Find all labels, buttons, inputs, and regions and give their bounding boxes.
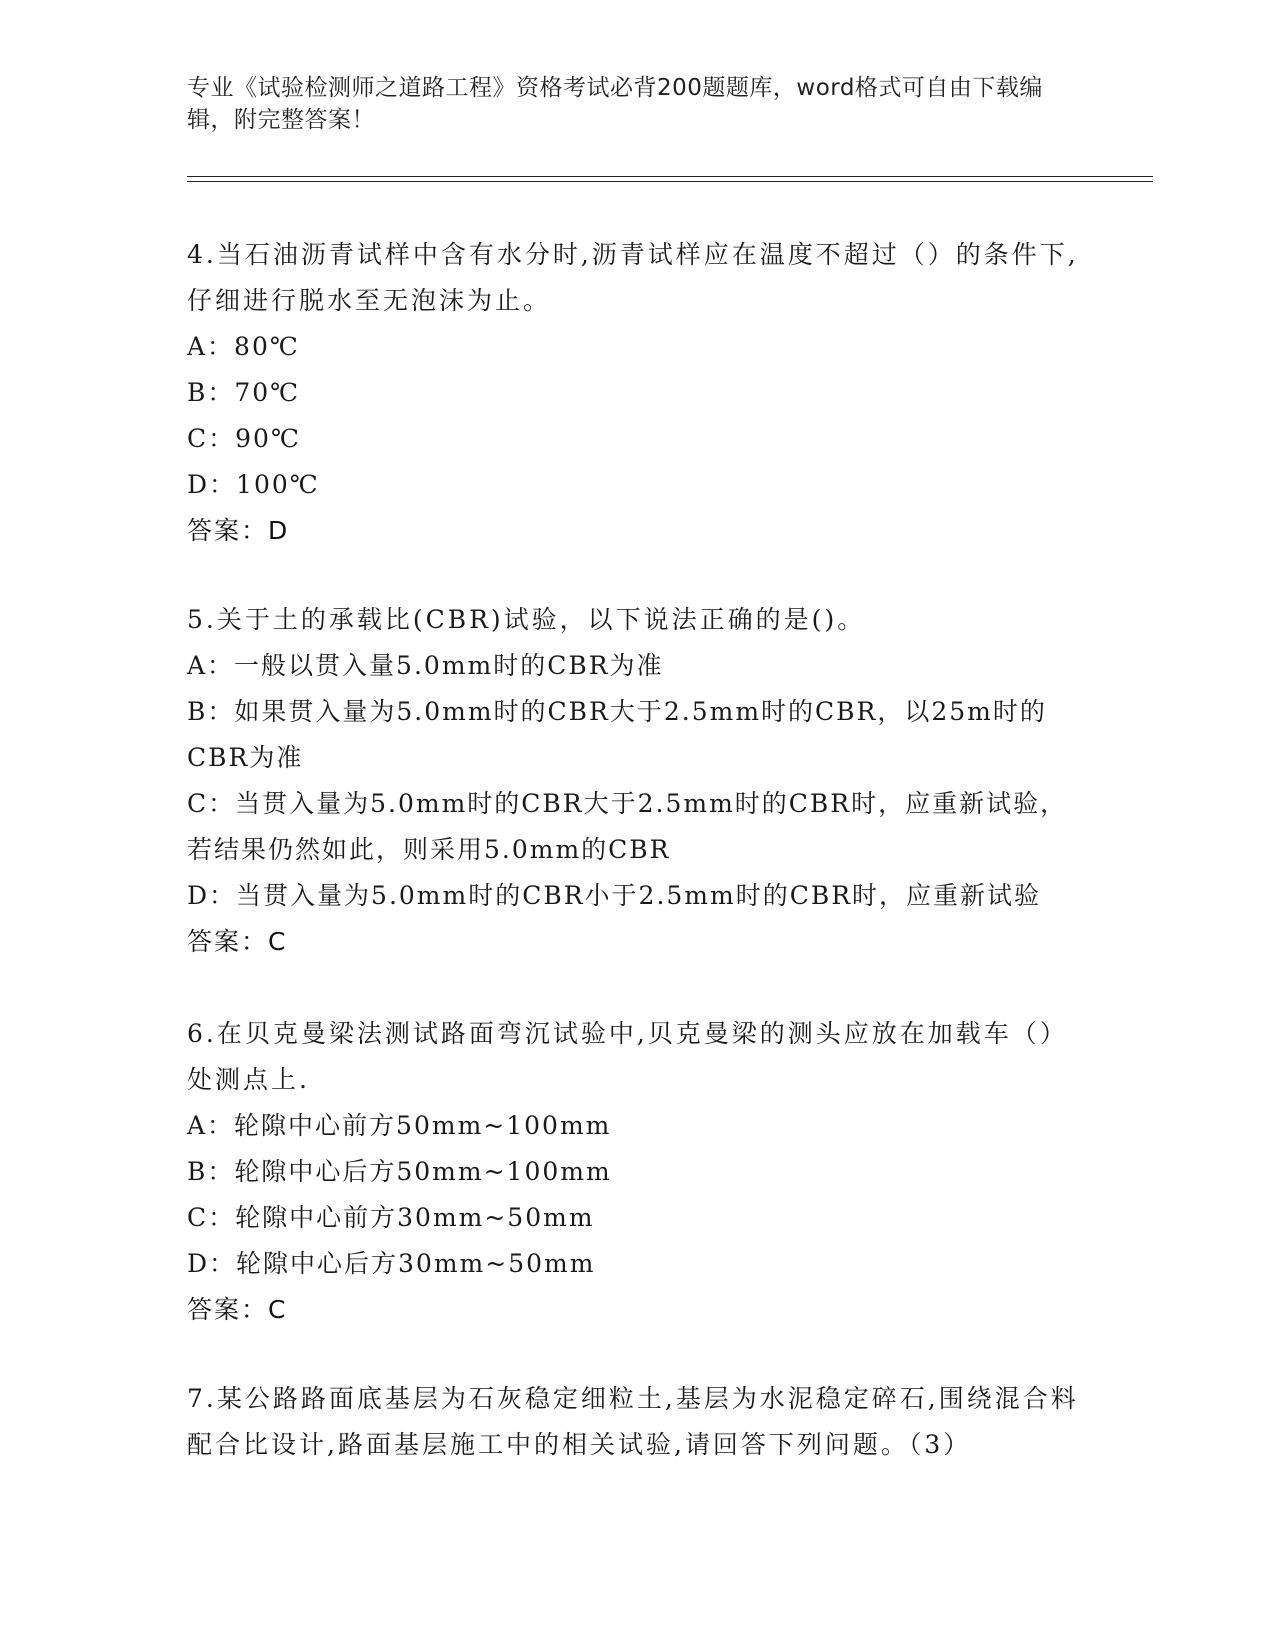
question-7 — [187, 1376, 1087, 1468]
option-d: D：当贯入量为5.0mm时的CBR小于2.5mm时的CBR时，应重新试验 — [187, 881, 1042, 910]
answer: 答案：C — [187, 927, 288, 956]
option-c: C：当贯入量为5.0mm时的CBR大于2.5mm时的CBR时，应重新试验，若结果仍然如此，则采用5.0mm的CBR — [187, 789, 1068, 864]
option-b: B：70℃ — [187, 378, 301, 407]
document-header: 专业《试验检测师之道路工程》资格考试必背200题题库，word格式可自由下载编辑，附完整答案！ — [187, 75, 1043, 133]
question-6 — [187, 1011, 1087, 1333]
question-stem: 5.关于土的承载比(CBR)试验，以下说法正确的是()。 — [187, 605, 866, 634]
question-stem: 4.当石油沥青试样中含有水分时,沥青试样应在温度不超过（）的条件下,仔细进行脱水至无泡沫为止。 — [187, 240, 1079, 315]
option-a: A：一般以贯入量5.0mm时的CBR为准 — [187, 651, 664, 680]
option-a: A：轮隙中心前方50mm~100mm — [187, 1111, 612, 1140]
option-b: B：如果贯入量为5.0mm时的CBR大于2.5mm时的CBR，以25m时的CBR为准 — [187, 697, 1047, 772]
option-b: B：轮隙中心后方50mm~100mm — [187, 1157, 612, 1186]
question-4 — [187, 232, 1087, 554]
answer: 答案：C — [187, 1295, 288, 1324]
option-d: D：100℃ — [187, 470, 320, 499]
header-divider-bottom — [187, 181, 1153, 182]
question-stem: 7.某公路路面底基层为石灰稳定细粒土,基层为水泥稳定碎石,围绕混合料配合比设计,路面基层施工中的相关试验,请回答下列问题。（3） — [187, 1384, 1079, 1459]
option-a: A：80℃ — [187, 332, 300, 361]
answer: 答案：D — [187, 516, 290, 545]
question-5 — [187, 597, 1087, 965]
question-stem: 6.在贝克曼梁法测试路面弯沉试验中,贝克曼梁的测头应放在加载车（）处测点上. — [187, 1019, 1068, 1094]
option-c: C：轮隙中心前方30mm~50mm — [187, 1203, 595, 1232]
option-c: C：90℃ — [187, 424, 301, 453]
option-d: D：轮隙中心后方30mm~50mm — [187, 1249, 596, 1278]
header-divider-top — [187, 176, 1153, 177]
